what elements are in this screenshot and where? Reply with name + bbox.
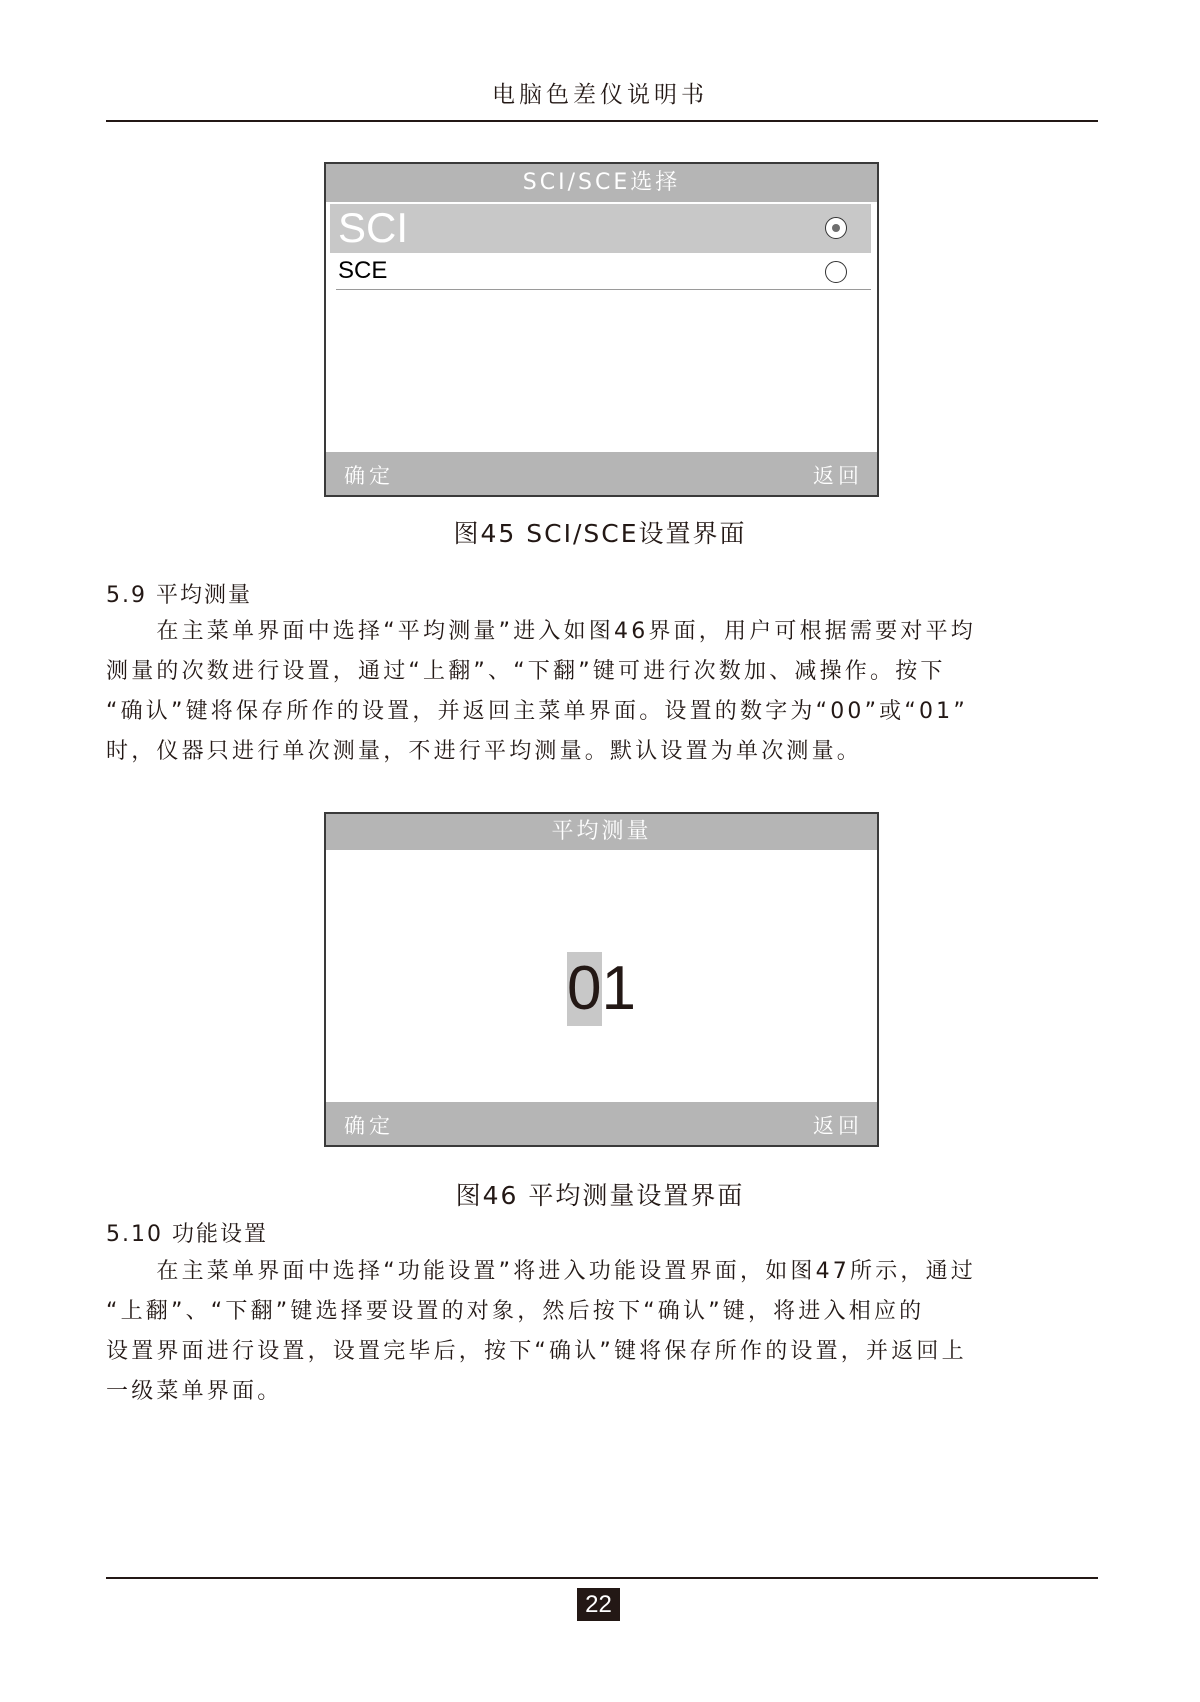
option-sci-label: SCI	[338, 204, 409, 251]
radio-unselected-icon[interactable]	[825, 261, 847, 283]
paragraph-line: 设置界面进行设置，设置完毕后，按下“确认”键将保存所作的设置，并返回上	[106, 1339, 967, 1364]
screen-title: SCI/SCE选择	[326, 164, 877, 202]
average-count-value[interactable]	[326, 952, 877, 1026]
confirm-softkey[interactable]: 确定	[344, 464, 394, 488]
digit: 1	[601, 954, 636, 1023]
back-softkey[interactable]: 返回	[813, 1114, 863, 1138]
paragraph-line: 时，仪器只进行单次测量，不进行平均测量。默认设置为单次测量。	[106, 739, 863, 764]
confirm-softkey[interactable]: 确定	[344, 1114, 394, 1138]
page-number: 22	[577, 1588, 620, 1621]
radio-dot-icon	[832, 224, 840, 232]
back-softkey[interactable]: 返回	[813, 464, 863, 488]
section-5-9-paragraph	[106, 612, 1098, 772]
paragraph-line: 在主菜单界面中选择“平均测量”进入如图46界面，用户可根据需要对平均	[106, 619, 976, 644]
section-5-10-heading: 5.10 功能设置	[106, 1222, 268, 1247]
paragraph-line: “确认”键将保存所作的设置，并返回主菜单界面。设置的数字为“00”或“01”	[106, 699, 968, 724]
running-header-title: 电脑色差仪说明书	[492, 82, 708, 108]
figure-46-caption: 图46 平均测量设置界面	[455, 1181, 745, 1210]
screen-title: 平均测量	[326, 814, 877, 850]
section-5-10-paragraph	[106, 1252, 1098, 1412]
figure-45-caption: 图45 SCI/SCE设置界面	[453, 519, 747, 548]
paragraph-line: 一级菜单界面。	[106, 1379, 283, 1404]
header-rule	[106, 120, 1098, 122]
average-measurement-screen	[324, 812, 879, 1147]
active-digit[interactable]: 0	[567, 952, 601, 1026]
option-sci[interactable]	[330, 204, 871, 253]
radio-selected-icon[interactable]	[825, 217, 847, 239]
sci-sce-screen	[324, 162, 879, 497]
paragraph-line: 测量的次数进行设置，通过“上翻”、“下翻”键可进行次数加、减操作。按下	[106, 659, 946, 684]
screen-footer-bar	[326, 1102, 877, 1145]
footer-rule	[106, 1577, 1098, 1579]
screen-footer-bar	[326, 452, 877, 495]
option-sce-label: SCE	[338, 257, 388, 284]
option-sce[interactable]	[330, 253, 871, 289]
section-5-9-heading: 5.9 平均测量	[106, 583, 252, 608]
option-divider	[336, 289, 871, 290]
paragraph-line: “上翻”、“下翻”键选择要设置的对象，然后按下“确认”键，将进入相应的	[106, 1299, 925, 1324]
paragraph-line: 在主菜单界面中选择“功能设置”将进入功能设置界面，如图47所示，通过	[106, 1259, 976, 1284]
